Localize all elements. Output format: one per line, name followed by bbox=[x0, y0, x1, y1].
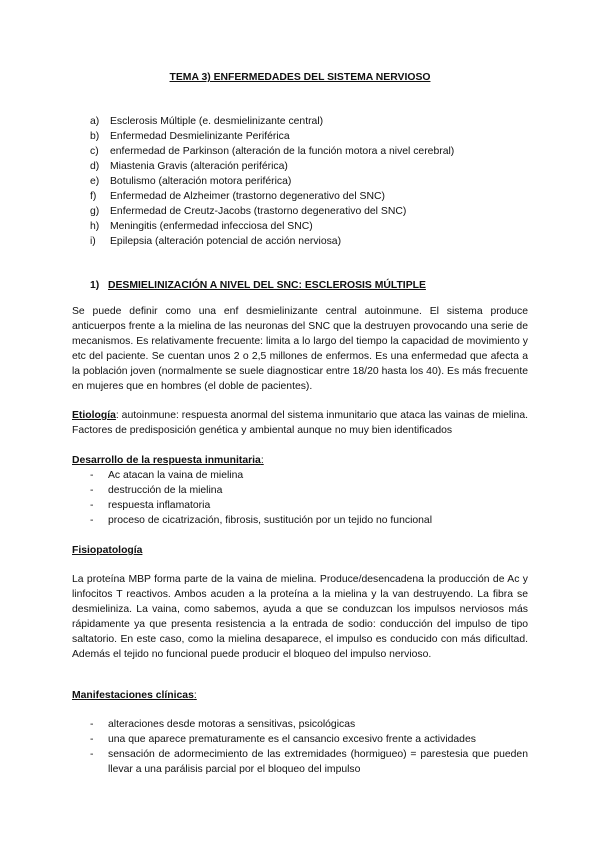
manifestaciones-heading-row: Manifestaciones clínicas: bbox=[72, 690, 197, 701]
topic-item: e) Botulismo (alteración motora periférica) bbox=[90, 176, 292, 187]
list-item: - alteraciones desde motoras a sensitivas, psicológicas bbox=[90, 719, 356, 730]
list-item: - destrucción de la mielina bbox=[90, 485, 223, 496]
list-item: - proceso de cicatrización, fibrosis, sustitución por un tejido no funcional bbox=[90, 515, 433, 526]
list-item: - una que aparece prematuramente es el cansancio excesivo frente a actividades bbox=[90, 734, 476, 745]
intro-paragraph: Se puede definir como una enf desmielinizante central autoinmune. El sistema produce anticuerpos frente a la mielina de las neuronas del SNC que la destruyen provocando una serie de mecanismos. Es relativamente frecuente: limita a lo largo del tiempo la capacidad de movimiento y etc del paciente. Se cuentan unos 2 o 2,5 millones de enfermos. Es una enfermedad que afecta a la población joven (normalmente se suele diagnosticar entre 18/20 hasta los 40). Es más frecuente en mujeres que en hombres (el doble de pacientes). bbox=[72, 306, 528, 392]
list-item: - respuesta inflamatoria bbox=[90, 500, 211, 511]
fisiopatologia-heading: Fisiopatología bbox=[72, 545, 143, 556]
manifestaciones-list bbox=[90, 717, 528, 777]
section-heading bbox=[90, 278, 426, 293]
desarrollo-list bbox=[90, 468, 528, 528]
desarrollo-heading-row: Desarrollo de la respuesta inmunitaria: bbox=[72, 455, 264, 466]
section-title: DESMIELINIZACIÓN A NIVEL DEL SNC: ESCLEROSIS MÚLTIPLE bbox=[108, 280, 426, 291]
etiologia-text: : autoinmune: respuesta anormal del sistema inmunitario que ataca las vainas de mielina. Factores de predisposición genética y ambiental aunque no muy bien identificados bbox=[72, 410, 528, 436]
fisiopatologia-paragraph: La proteína MBP forma parte de la vaina de mielina. Produce/desencadena la producción de Ac y linfocitos T reactivos. Ambos acuden a la proteína a la mielina y la van destruyendo. La fibra se desmieliniza. La vaina, como sabemos, ayuda a que se conduzcan los impulsos nerviosos más rápidamente ya que presenta resistencia a la entrada de sodio: conducción del impulso de tipo saltatorio. En este caso, como la mielina desaparece, el impulso es conducido con más dificultad. Además el tejido no funcional puede producir el bloqueo del impulso nervioso. bbox=[72, 574, 528, 660]
list-item: - Ac atacan la vaina de mielina bbox=[90, 470, 244, 481]
topic-item: c) enfermedad de Parkinson (alteración de la función motora a nivel cerebral) bbox=[90, 146, 455, 157]
etiologia-label: Etiología bbox=[72, 410, 116, 421]
desarrollo-heading: Desarrollo de la respuesta inmunitaria bbox=[72, 455, 261, 466]
topic-list bbox=[90, 114, 454, 249]
topic-item: b) Enfermedad Desmielinizante Periférica bbox=[90, 131, 290, 142]
section-number: 1) bbox=[90, 280, 100, 291]
topic-item: i) Epilepsia (alteración potencial de acción nerviosa) bbox=[90, 236, 342, 247]
topic-item: d) Miastenia Gravis (alteración periférica) bbox=[90, 161, 288, 172]
topic-item: f) Enfermedad de Alzheimer (trastorno degenerativo del SNC) bbox=[90, 191, 385, 202]
topic-item: g) Enfermedad de Creutz-Jacobs (trastorno degenerativo del SNC) bbox=[90, 206, 407, 217]
list-item: - sensación de adormecimiento de las extremidades (hormigueo) = parestesia que pueden llevar a una parálisis parcial por el bloqueo del impulso bbox=[90, 749, 528, 775]
manifestaciones-heading: Manifestaciones clínicas bbox=[72, 690, 194, 701]
topic-item: a) Esclerosis Múltiple (e. desmielinizante central) bbox=[90, 116, 324, 127]
topic-item: h) Meningitis (enfermedad infecciosa del SNC) bbox=[90, 221, 313, 232]
etiologia-paragraph bbox=[72, 408, 528, 438]
document-title: TEMA 3) ENFERMEDADES DEL SISTEMA NERVIOSO bbox=[169, 72, 431, 83]
